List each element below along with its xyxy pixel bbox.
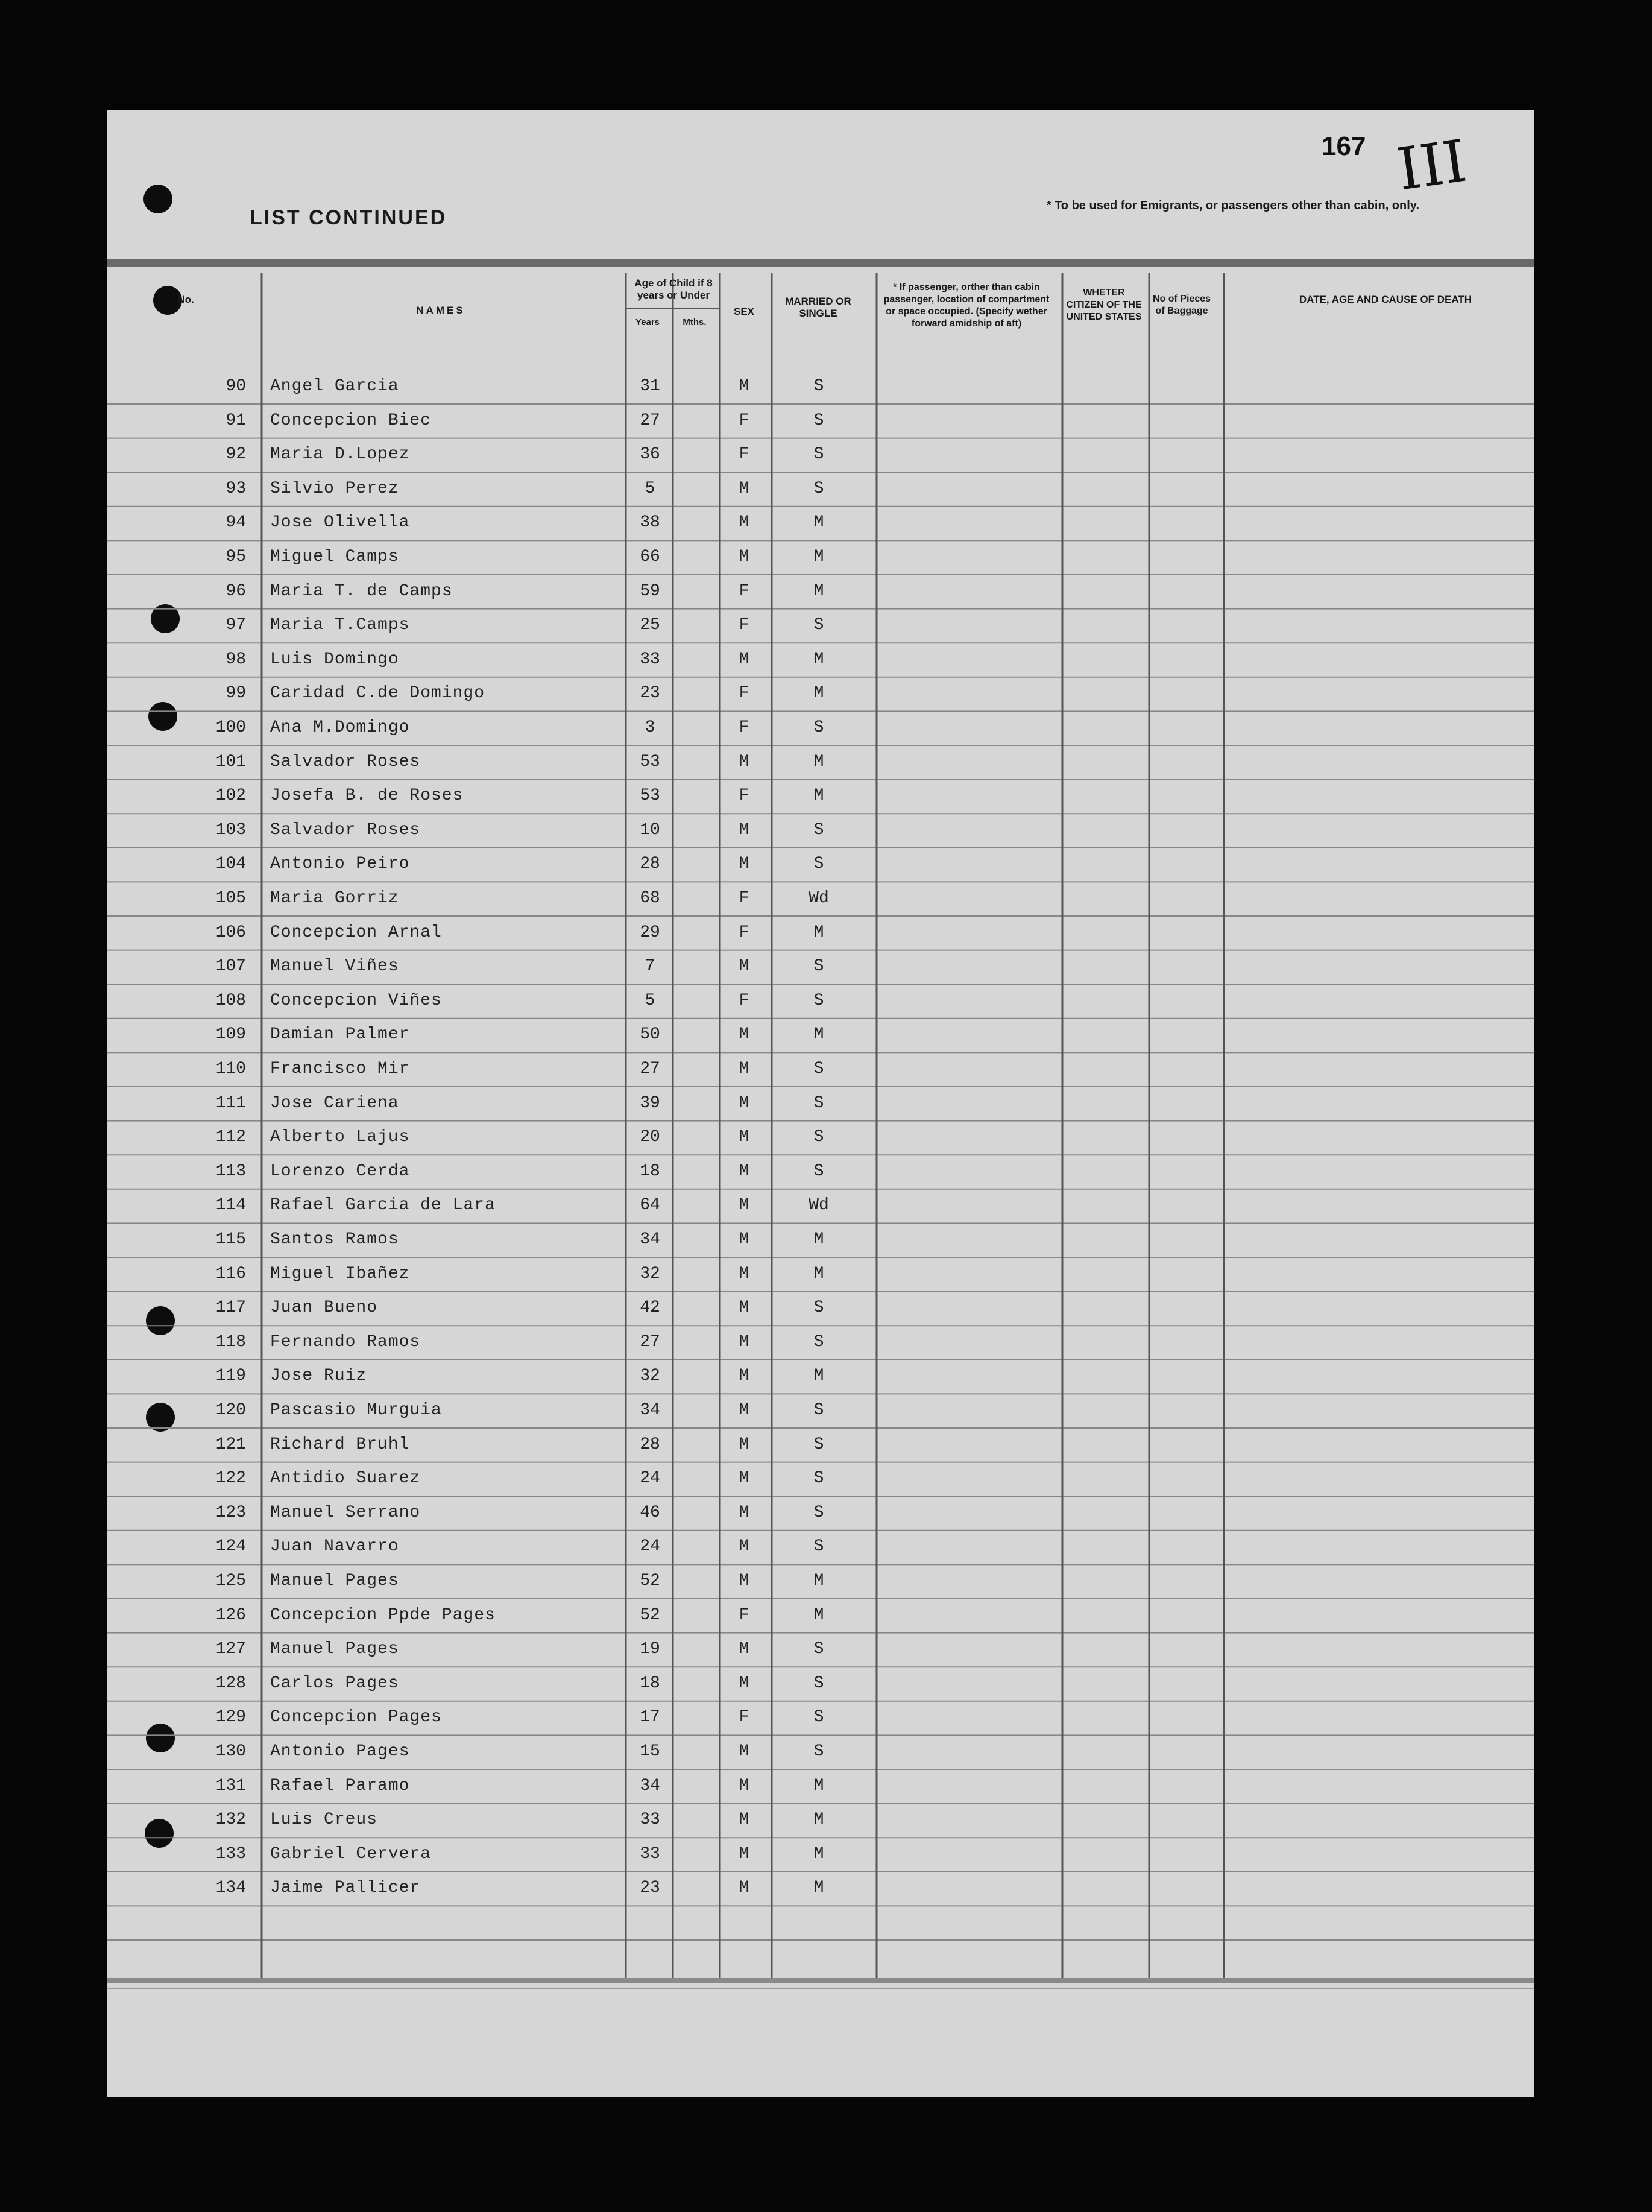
row-number: 90 <box>225 377 246 396</box>
passenger-name: Damian Palmer <box>270 1025 410 1044</box>
row-number: 99 <box>225 684 246 703</box>
marital-status: M <box>813 513 824 532</box>
column-header-age: Age of Child if 8 years or Under <box>634 277 713 301</box>
passenger-age: 33 <box>640 649 660 669</box>
row-number: 110 <box>215 1060 246 1078</box>
passenger-name: Concepcion Biec <box>270 411 432 430</box>
passenger-sex: F <box>739 718 749 737</box>
row-number: 97 <box>225 616 246 635</box>
page-number: 167 <box>1322 131 1366 161</box>
passenger-sex: F <box>739 616 749 635</box>
passenger-name: Manuel Serrano <box>270 1503 421 1522</box>
passenger-sex: M <box>739 1810 749 1830</box>
marital-status: S <box>813 616 824 635</box>
passenger-name: Lorenzo Cerda <box>270 1161 410 1181</box>
row-number: 117 <box>215 1298 246 1318</box>
column-header-citizen: WHETER CITIZEN OF THE UNITED STATES <box>1066 288 1142 322</box>
passenger-sex: M <box>739 820 749 839</box>
passenger-name: Miguel Ibañez <box>270 1264 410 1283</box>
passenger-sex: M <box>739 1776 749 1795</box>
passenger-age: 19 <box>640 1640 660 1659</box>
row-number: 103 <box>215 820 246 839</box>
passenger-sex: F <box>739 445 749 464</box>
passenger-sex: M <box>739 1844 749 1863</box>
marital-status: M <box>813 1776 824 1795</box>
row-number: 120 <box>215 1401 246 1420</box>
passenger-sex: M <box>739 1161 749 1181</box>
passenger-name: Maria T. de Camps <box>270 581 453 601</box>
passenger-name: Santos Ramos <box>270 1230 399 1249</box>
passenger-sex: M <box>739 957 749 976</box>
passenger-name: Jose Olivella <box>270 513 410 532</box>
passenger-sex: F <box>739 889 749 908</box>
marital-status: S <box>813 1128 824 1147</box>
passenger-age: 46 <box>640 1503 660 1522</box>
passenger-age: 17 <box>640 1708 660 1727</box>
row-number: 122 <box>215 1469 246 1488</box>
row-number: 95 <box>225 548 246 566</box>
row-number: 102 <box>215 786 246 806</box>
passenger-age: 23 <box>640 684 660 703</box>
passenger-age: 18 <box>640 1673 660 1693</box>
passenger-age: 25 <box>640 616 660 635</box>
row-number: 134 <box>215 1879 246 1898</box>
row-number: 107 <box>215 957 246 976</box>
passenger-name: Jose Ruiz <box>270 1367 367 1386</box>
row-number: 100 <box>215 718 246 737</box>
passenger-age: 34 <box>640 1230 660 1249</box>
passenger-name: Fernando Ramos <box>270 1332 421 1351</box>
passenger-name: Salvador Roses <box>270 820 421 839</box>
row-number: 93 <box>225 479 246 498</box>
passenger-name: Carlos Pages <box>270 1673 399 1693</box>
marital-status: M <box>813 1025 824 1044</box>
passenger-age: 28 <box>640 855 660 874</box>
passenger-name: Luis Domingo <box>270 649 399 669</box>
passenger-age: 20 <box>640 1128 660 1147</box>
marital-status: M <box>813 1879 824 1898</box>
marital-status: M <box>813 752 824 771</box>
passenger-age: 52 <box>640 1605 660 1625</box>
passenger-name: Antidio Suarez <box>270 1469 421 1488</box>
passenger-sex: F <box>739 923 749 942</box>
marital-status: Wd <box>809 889 829 908</box>
passenger-sex: M <box>739 1673 749 1693</box>
marital-status: S <box>813 1401 824 1420</box>
passenger-sex: M <box>739 1025 749 1044</box>
marital-status: S <box>813 479 824 498</box>
passenger-sex: F <box>739 1605 749 1625</box>
passenger-name: Rafael Paramo <box>270 1776 410 1795</box>
passenger-name: Gabriel Cervera <box>270 1844 432 1863</box>
passenger-age: 27 <box>640 1060 660 1078</box>
marital-status: S <box>813 820 824 839</box>
passenger-sex: M <box>739 855 749 874</box>
marital-status: S <box>813 957 824 976</box>
passenger-age: 39 <box>640 1093 660 1113</box>
passenger-name: Manuel Pages <box>270 1640 399 1659</box>
row-number: 104 <box>215 855 246 874</box>
passenger-age: 28 <box>640 1435 660 1454</box>
passenger-sex: M <box>739 1435 749 1454</box>
passenger-age: 27 <box>640 411 660 430</box>
passenger-age: 50 <box>640 1025 660 1044</box>
marital-status: S <box>813 1161 824 1181</box>
passenger-name: Antonio Peiro <box>270 855 410 874</box>
passenger-sex: M <box>739 1640 749 1659</box>
passenger-age: 23 <box>640 1879 660 1898</box>
marital-status: S <box>813 377 824 396</box>
passenger-age: 36 <box>640 445 660 464</box>
row-number: 119 <box>215 1367 246 1386</box>
passenger-name: Josefa B. de Roses <box>270 786 464 806</box>
marital-status: S <box>813 1673 824 1693</box>
passenger-age: 52 <box>640 1572 660 1590</box>
marital-status: S <box>813 718 824 737</box>
marital-status: S <box>813 445 824 464</box>
row-number: 113 <box>215 1161 246 1181</box>
passenger-age: 24 <box>640 1537 660 1556</box>
passenger-age: 5 <box>645 479 655 498</box>
row-number: 129 <box>215 1708 246 1727</box>
passenger-name: Pascasio Murguia <box>270 1401 442 1420</box>
passenger-sex: M <box>739 1401 749 1420</box>
passenger-age: 5 <box>645 991 655 1010</box>
passenger-sex: M <box>739 513 749 532</box>
passenger-sex: M <box>739 649 749 669</box>
passenger-sex: F <box>739 786 749 806</box>
passenger-sex: M <box>739 479 749 498</box>
passenger-age: 29 <box>640 923 660 942</box>
marital-status: M <box>813 1367 824 1386</box>
row-number: 125 <box>215 1572 246 1590</box>
row-number: 109 <box>215 1025 246 1044</box>
passenger-sex: M <box>739 1503 749 1522</box>
passenger-sex: F <box>739 411 749 430</box>
passenger-sex: M <box>739 1298 749 1318</box>
passenger-name: Francisco Mir <box>270 1060 410 1078</box>
marital-status: S <box>813 1298 824 1318</box>
passenger-sex: M <box>739 1537 749 1556</box>
row-number: 94 <box>225 513 246 532</box>
passenger-name: Miguel Camps <box>270 548 399 566</box>
marital-status: S <box>813 1469 824 1488</box>
passenger-sex: M <box>739 1128 749 1147</box>
row-number: 106 <box>215 923 246 942</box>
passenger-age: 27 <box>640 1332 660 1351</box>
passenger-name: Concepcion Ppde Pages <box>270 1605 496 1625</box>
passenger-name: Jose Cariena <box>270 1093 399 1113</box>
passenger-name: Angel Garcia <box>270 377 399 396</box>
passenger-sex: M <box>739 1367 749 1386</box>
passenger-sex: M <box>739 1196 749 1215</box>
column-header-sex: SEX <box>733 306 755 317</box>
passenger-sex: M <box>739 752 749 771</box>
passenger-sex: M <box>739 377 749 396</box>
passenger-sex: F <box>739 1708 749 1727</box>
marital-status: M <box>813 1844 824 1863</box>
page-title: LIST CONTINUED <box>250 206 447 229</box>
marital-status: S <box>813 1503 824 1522</box>
passenger-sex: M <box>739 1264 749 1283</box>
passenger-age: 15 <box>640 1742 660 1761</box>
marital-status: M <box>813 1572 824 1590</box>
passenger-name: Caridad C.de Domingo <box>270 684 485 703</box>
row-number: 131 <box>215 1776 246 1795</box>
passenger-sex: M <box>739 1469 749 1488</box>
passenger-sex: M <box>739 1230 749 1249</box>
passenger-age: 53 <box>640 786 660 806</box>
row-number: 127 <box>215 1640 246 1659</box>
marital-status: M <box>813 1264 824 1283</box>
marital-status: S <box>813 1537 824 1556</box>
marital-status: S <box>813 991 824 1010</box>
row-number: 96 <box>225 581 246 601</box>
column-header-married: MARRIED OR SINGLE <box>785 295 851 319</box>
passenger-sex: M <box>739 1093 749 1113</box>
row-number: 124 <box>215 1537 246 1556</box>
row-number: 133 <box>215 1844 246 1863</box>
marital-status: M <box>813 548 824 566</box>
passenger-age: 34 <box>640 1401 660 1420</box>
passenger-name: Rafael Garcia de Lara <box>270 1196 496 1215</box>
column-header-baggage: No of Pieces of Baggage <box>1152 294 1211 316</box>
column-header-mths: Mths. <box>683 317 707 327</box>
row-number: 128 <box>215 1673 246 1693</box>
row-number: 130 <box>215 1742 246 1761</box>
row-number: 91 <box>225 411 246 430</box>
marital-status: S <box>813 1435 824 1454</box>
row-number: 101 <box>215 752 246 771</box>
passenger-age: 31 <box>640 377 660 396</box>
row-number: 111 <box>215 1093 246 1113</box>
passenger-name: Maria D.Lopez <box>270 445 410 464</box>
marital-status: S <box>813 855 824 874</box>
row-number: 132 <box>215 1810 246 1830</box>
passenger-name: Antonio Pages <box>270 1742 410 1761</box>
passenger-sex: M <box>739 548 749 566</box>
row-number: 126 <box>215 1605 246 1625</box>
row-number: 114 <box>215 1196 246 1215</box>
marital-status: S <box>813 1640 824 1659</box>
passenger-age: 59 <box>640 581 660 601</box>
manifest-page <box>107 110 1534 2097</box>
passenger-age: 18 <box>640 1161 660 1181</box>
passenger-name: Alberto Lajus <box>270 1128 410 1147</box>
passenger-name: Salvador Roses <box>270 752 421 771</box>
marital-status: S <box>813 1093 824 1113</box>
marital-status: M <box>813 1230 824 1249</box>
row-number: 121 <box>215 1435 246 1454</box>
passenger-sex: M <box>739 1742 749 1761</box>
passenger-age: 32 <box>640 1367 660 1386</box>
passenger-name: Concepcion Viñes <box>270 991 442 1010</box>
row-number: 105 <box>215 889 246 908</box>
passenger-name: Ana M.Domingo <box>270 718 410 737</box>
marital-status: M <box>813 649 824 669</box>
passenger-age: 24 <box>640 1469 660 1488</box>
marital-status: S <box>813 411 824 430</box>
passenger-name: Luis Creus <box>270 1810 378 1830</box>
passenger-age: 7 <box>645 957 655 976</box>
bottom-rule <box>107 1978 1534 1983</box>
passenger-age: 66 <box>640 548 660 566</box>
passenger-sex: M <box>739 1572 749 1590</box>
passenger-name: Richard Bruhl <box>270 1435 410 1454</box>
passenger-age: 10 <box>640 820 660 839</box>
row-number: 118 <box>215 1332 246 1351</box>
marital-status: M <box>813 1810 824 1830</box>
marital-status: S <box>813 1060 824 1078</box>
emigrant-note: * To be used for Emigrants, or passengers other than cabin, only. <box>1046 199 1419 212</box>
column-header-death: DATE, AGE AND CAUSE OF DEATH <box>1299 294 1472 305</box>
passenger-age: 32 <box>640 1264 660 1283</box>
passenger-name: Silvio Perez <box>270 479 399 498</box>
row-number: 123 <box>215 1503 246 1522</box>
marital-status: M <box>813 1605 824 1625</box>
passenger-age: 3 <box>645 718 655 737</box>
passenger-sex: M <box>739 1332 749 1351</box>
passenger-age: 68 <box>640 889 660 908</box>
marital-status: S <box>813 1332 824 1351</box>
marital-status: S <box>813 1708 824 1727</box>
row-number: 108 <box>215 991 246 1010</box>
passenger-name: Maria Gorriz <box>270 889 399 908</box>
marital-status: M <box>813 581 824 601</box>
passenger-name: Manuel Pages <box>270 1572 399 1590</box>
row-number: 98 <box>225 649 246 669</box>
marital-status: S <box>813 1742 824 1761</box>
roman-numeral-mark: III <box>1393 127 1471 204</box>
passenger-sex: M <box>739 1879 749 1898</box>
column-header-names: NAMES <box>416 305 465 316</box>
column-header-years: Years <box>635 317 660 327</box>
passenger-sex: F <box>739 684 749 703</box>
passenger-age: 64 <box>640 1196 660 1215</box>
passenger-name: Concepcion Pages <box>270 1708 442 1727</box>
row-number: 112 <box>215 1128 246 1147</box>
passenger-name: Concepcion Arnal <box>270 923 442 942</box>
row-number: 92 <box>225 445 246 464</box>
row-number: 115 <box>215 1230 246 1249</box>
bottom-rule-thin <box>107 1988 1534 1989</box>
row-number: 116 <box>215 1264 246 1283</box>
passenger-sex: F <box>739 991 749 1010</box>
passenger-sex: M <box>739 1060 749 1078</box>
marital-status: M <box>813 923 824 942</box>
passenger-name: Jaime Pallicer <box>270 1879 421 1898</box>
passenger-name: Juan Bueno <box>270 1298 378 1318</box>
passenger-name: Maria T.Camps <box>270 616 410 635</box>
passenger-age: 34 <box>640 1776 660 1795</box>
passenger-name: Juan Navarro <box>270 1537 399 1556</box>
passenger-age: 53 <box>640 752 660 771</box>
passenger-sex: F <box>739 581 749 601</box>
passenger-age: 33 <box>640 1810 660 1830</box>
marital-status: Wd <box>809 1196 829 1215</box>
column-header-no: No. <box>177 294 194 305</box>
passenger-age: 38 <box>640 513 660 532</box>
passenger-age: 42 <box>640 1298 660 1318</box>
column-header-location: * If passenger, orther than cabin passenger, location of compartment or space occupied. (Specify wether forward amidship of aft) <box>883 282 1050 329</box>
passenger-age: 33 <box>640 1844 660 1863</box>
marital-status: M <box>813 684 824 703</box>
marital-status: M <box>813 786 824 806</box>
passenger-name: Manuel Viñes <box>270 957 399 976</box>
